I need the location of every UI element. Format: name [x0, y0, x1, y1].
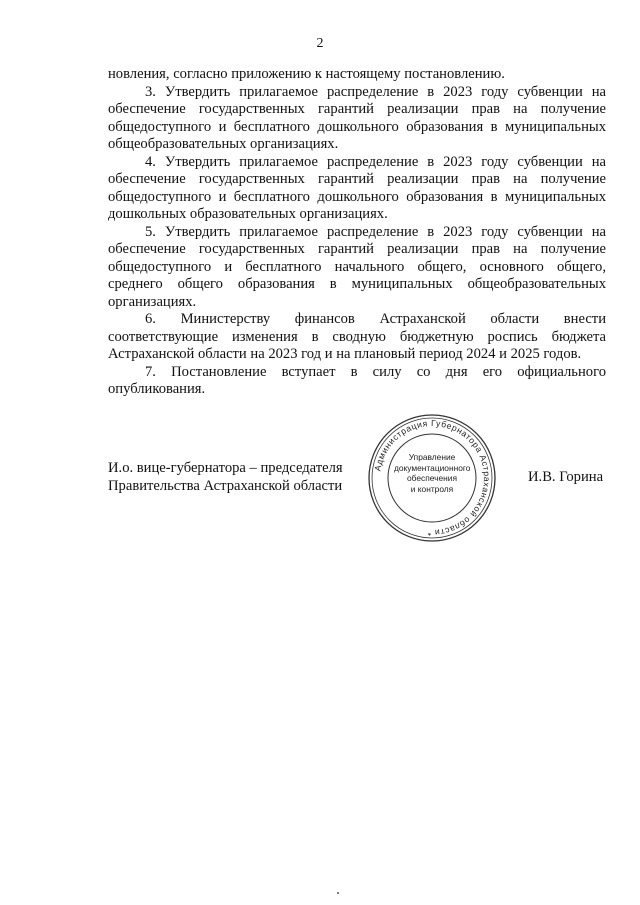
- scan-dot: [337, 892, 339, 894]
- signer-name: И.В. Горина: [528, 469, 604, 485]
- document-body: [108, 66, 606, 399]
- page-number: 2: [316, 36, 324, 51]
- signature-position: [108, 460, 343, 495]
- signer-position-line-1: И.о. вице-губернатора – председателя: [108, 460, 343, 476]
- signer-position-line-2: Правительства Астраханской области: [108, 477, 343, 494]
- paragraph-item-5: 5. Утвердить прилагаемое распределение в 2023 году субвенции на обеспечение государственных гарантий реализации прав на получение общедоступного и бесплатного начального общего, основного общего, среднего общего образования в муниципальных общеобразовательных организациях.: [108, 223, 606, 310]
- seal-line-1: Управление: [408, 452, 456, 462]
- seal-ring-text: Администрация Губернатора Астраханской области *: [372, 417, 493, 539]
- paragraph-item-7: 7. Постановление вступает в силу со дня его официального опубликования.: [108, 363, 606, 397]
- seal-line-2: документационного: [394, 462, 471, 473]
- paragraph-item-4: 4. Утвердить прилагаемое распределение в 2023 году субвенции на обеспечение государственных гарантий реализации прав на получение общедоступного и бесплатного дошкольного образования в муниципальных дошкольных образовательных организациях.: [108, 153, 606, 222]
- paragraph-item-3: 3. Утвердить прилагаемое распределение в 2023 году субвенции на обеспечение государственных гарантий реализации прав на получение общедоступного и бесплатного дошкольного образования в муниципальных общеобразовательных организациях.: [108, 83, 606, 152]
- seal-line-3: обеспечения: [407, 473, 457, 484]
- paragraph-continuation: новления, согласно приложению к настоящему постановлению.: [108, 66, 505, 82]
- official-seal: [366, 412, 498, 544]
- paragraph-item-6: 6. Министерству финансов Астраханской области внести соответствующие изменения в сводную бюджетную роспись бюджета Астраханской области на 2023 год и на плановый период 2024 и 2025 годов.: [108, 311, 606, 362]
- seal-center-text: [394, 452, 470, 494]
- seal-line-4: и контроля: [410, 483, 454, 494]
